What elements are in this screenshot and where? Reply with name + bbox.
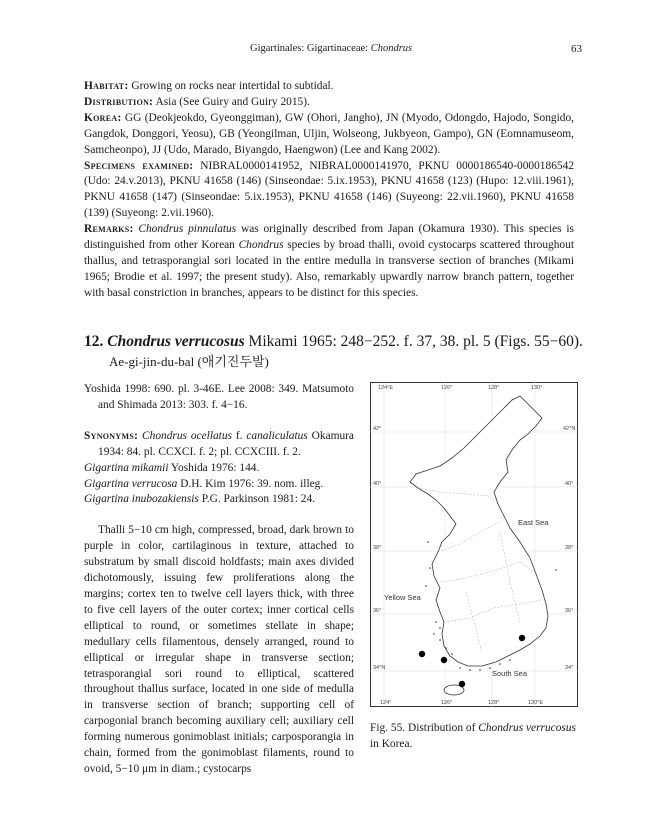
distribution-point [459, 681, 465, 687]
distribution-text: Asia (See Guiry and Guiry 2015). [153, 95, 310, 108]
synonym-4: Gigartina inubozakiensis P.G. Parkinson 1981: 24. [84, 493, 315, 506]
map-bottom-label: 126° [441, 700, 453, 706]
sea-label-south: South Sea [492, 669, 528, 678]
synonym-3: Gigartina verrucosa D.H. Kim 1976: 39. nom. illeg. [84, 477, 324, 490]
left-column [84, 382, 354, 778]
korea-label: Korea: [84, 111, 122, 124]
running-title-genus: Chondrus [370, 43, 413, 54]
distribution-point [441, 657, 447, 663]
caption-suffix: in Korea. [370, 738, 413, 750]
remarks-paragraph [84, 222, 574, 302]
korea-paragraph [84, 111, 574, 159]
running-header [0, 43, 652, 59]
synonyms-label: Synonyms: [84, 429, 139, 442]
distribution-point [419, 651, 425, 657]
caption-species: Chondrus verrucosus [478, 722, 576, 734]
specimens-paragraph [84, 159, 574, 223]
map-right-label: 38° [565, 545, 574, 551]
remarks-text-1: was originally described from Japan (Okamura 1930). This species is distinguished from other Korean [84, 223, 574, 252]
map-svg [370, 382, 578, 707]
caption-prefix: Fig. 55. Distribution of [370, 722, 479, 734]
remarks-text-2: species by broad thalli, ovoid cystocarps scattered throughout thallus, and tetrasporangial sori located in the entire medulla in transverse section of branches (Mikami 1965; Brodie et al. 1997; the present study). Also, remarkably upwardly narrow branch pattern, together with basal constriction in branches, appears to be distinct for this species. [84, 239, 574, 299]
sea-label-east: East Sea [518, 518, 549, 527]
species-account-top [84, 79, 574, 302]
remarks-label: Remarks: [84, 223, 134, 236]
species-name: Chondrus verrucosus [107, 333, 245, 350]
habitat-text: Growing on rocks near intertidal to subtidal. [128, 80, 334, 92]
distribution-point [519, 635, 525, 641]
distribution-map [370, 382, 578, 707]
specimens-text: NIBRAL0000141952, NIBRAL0000141970, PKNU 0000186540-0000186542 (Udo: 24.v.2013), PKNU 41658 (146) (Sinseondae: 5.ix.1953), PKNU 41658 (123) (Hupo: 12.viii.1961), PKNU 41658 (147) (Sinseondae: 5.ix.1953), PKNU 41658 (146) (Suyeong: 22.vii.1960), PKNU 41658 (139) (Suyeong: 2.vii.1960). [84, 159, 574, 220]
species-heading [84, 332, 584, 352]
korea-text: GG (Deokjeokdo, Gyeonggiman), GW (Ohori, Jangho), JN (Myodo, Odongdo, Hajodo, Songido, Gangdok, Donggori, Yeosu), GB (Yeongilman, Uljin, Wolseong, Jukbyeon, Gampo), GN (Eomnamuseom, Samcheonpo), JJ (Udo, Marado, Biyangdo, Haengwon) (Lee and Kang 2002). [84, 111, 574, 156]
map-right-label: 34° [565, 665, 574, 671]
specimens-label: Specimens examined: [84, 159, 194, 172]
map-left-label: 34°N [373, 665, 386, 671]
map-right-label: 42°N [563, 426, 576, 432]
running-title-prefix: Gigartinales: Gigartinaceae: [250, 43, 371, 54]
habitat-label: Habitat: [84, 80, 129, 92]
map-right-label: 40° [565, 481, 574, 487]
synonym-2: Gigartina mikamii Yoshida 1976: 144. [84, 461, 260, 474]
map-left-label: 40° [373, 481, 382, 487]
figure-caption [370, 720, 580, 752]
map-top-label: 126° [441, 385, 453, 391]
species-citation: Mikami 1965: 248−252. f. 37, 38. pl. 5 (Figs. 55−60). [244, 333, 583, 350]
description-paragraph: Thalli 5−10 cm high, compressed, broad, dark brown to purple in color, cartilaginous in texture, attached to substratum by small discoid holdfasts; main axes divided dichotomously, issuing few proliferations along the margins; cortex ten to twelve cell layers thick, with three to five cell layers of the outer cortex; inner cortical cells elliptical to round, or sometimes stellate in shape; medullary cells filamentous, densely arranged, round to elliptical or irregular shape in transverse section; tetrasporangial sori round to elliptical, scattered throughout thallus surface, located in one side of medulla in transverse section of branch; supporting cell of carpogonial branch becoming auxiliary cell; auxiliary cell forming numerous gonimoblast initials; carposporangia in chain, formed from the gonimoblast filaments, round to ovoid, 5−10 μm in diam.; cystocarps [84, 524, 354, 775]
map-right-label: 36° [565, 608, 574, 614]
map-bottom-label: 130°E [528, 700, 544, 706]
running-title [250, 43, 412, 54]
map-bottom-label: 124° [380, 700, 392, 706]
remarks-species: Chondrus pinnulatus [138, 223, 237, 236]
map-top-label: 128° [488, 385, 500, 391]
map-left-label: 36° [373, 608, 382, 614]
map-top-label: 130° [531, 385, 543, 391]
distribution-label: Distribution: [84, 95, 154, 108]
distribution-paragraph [84, 95, 574, 111]
page-number: 63 [571, 43, 582, 55]
species-korean-name: Ae-gi-jin-du-bal (애기진두발) [109, 354, 269, 369]
map-left-label: 38° [373, 545, 382, 551]
habitat-paragraph [84, 79, 574, 95]
sea-label-yellow: Yellow Sea [384, 593, 421, 602]
map-bottom-label: 128° [488, 700, 500, 706]
synonym-1: Synonyms: Chondrus ocellatus f. canaliculatus Okamura 1934: 84. pl. CCXCI. f. 2; pl. CCXCIII. f. 2. [84, 429, 354, 458]
remarks-genus: Chondrus [238, 239, 284, 252]
references-paragraph: Yoshida 1998: 690. pl. 3-46E. Lee 2008: 349. Matsumoto and Shimada 2013: 303. f. 4−16. [84, 383, 354, 411]
species-number: 12. [84, 333, 104, 350]
map-top-label: 124°E [378, 385, 394, 391]
map-left-label: 42° [373, 426, 382, 432]
